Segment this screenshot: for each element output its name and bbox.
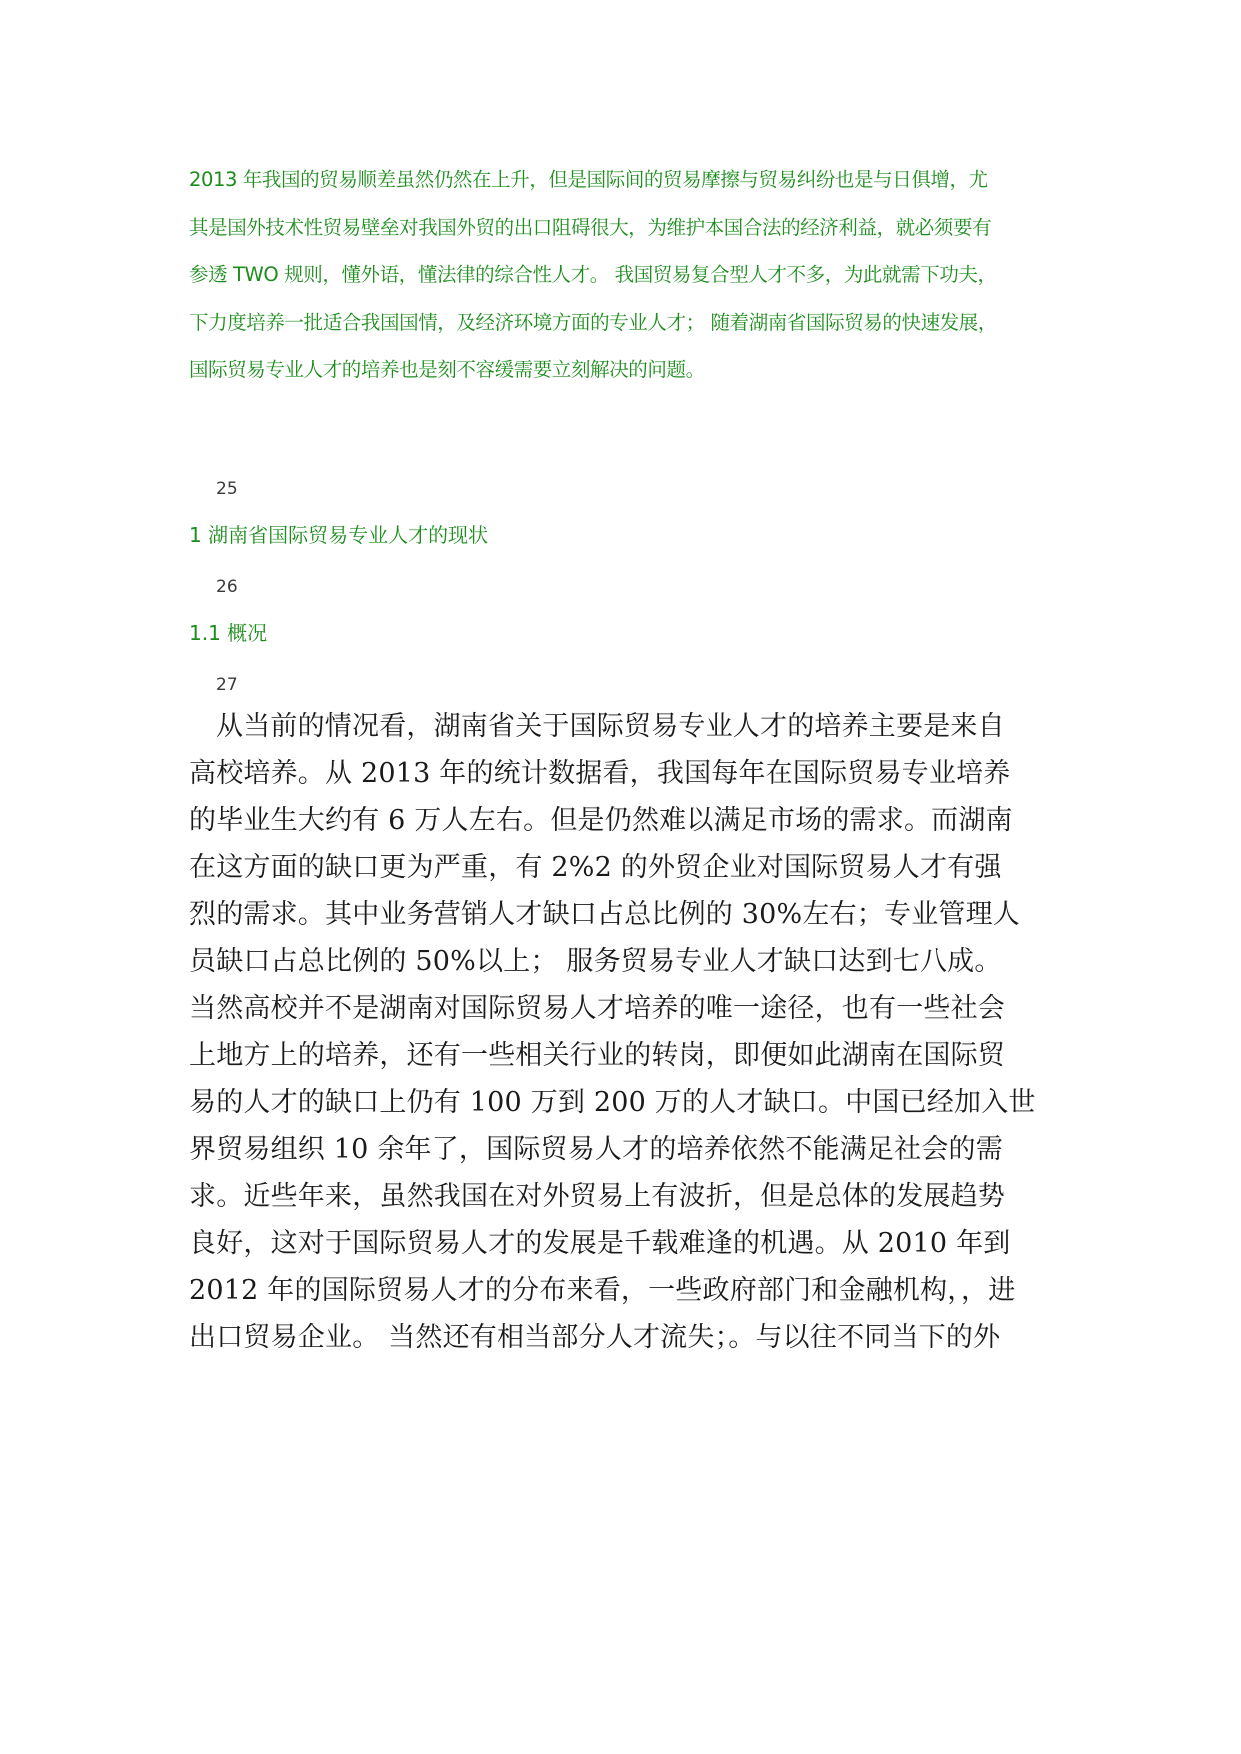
body-line: 从当前的情况看，湖南省关于国际贸易专业人才的培养主要是来自: [216, 711, 1005, 742]
body-line: 2012 年的国际贸易人才的分布来看，一些政府部门和金融机构，，进: [189, 1275, 1016, 1306]
body-line: 界贸易组织 10 余年了，国际贸易人才的培养依然不能满足社会的需: [189, 1134, 1003, 1165]
subsection-heading: 1.1 概况: [189, 621, 268, 645]
body-line: 良好，这对于国际贸易人才的发展是千载难逢的机遇。从 2010 年到: [189, 1228, 1011, 1259]
intro-line: 下力度培养一批适合我国国情，及经济环境方面的专业人才； 随着湖南省国际贸易的快速发展，: [189, 310, 997, 334]
body-line: 的毕业生大约有 6 万人左右。但是仍然难以满足市场的需求。而湖南: [189, 805, 1013, 836]
intro-paragraph: [189, 165, 1064, 403]
body-line: 易的人才的缺口上仍有 100 万到 200 万的人才缺口。中国已经加入世: [189, 1087, 1036, 1118]
body-line: 当然高校并不是湖南对国际贸易人才培养的唯一途径，也有一些社会: [189, 993, 1005, 1024]
intro-line: 其是国外技术性贸易壁垒对我国外贸的出口阻碍很大，为维护本国合法的经济利益，就必须要有: [189, 215, 992, 239]
body-line: 员缺口占总比例的 50%以上； 服务贸易专业人才缺口达到七八成。: [189, 946, 1002, 977]
body-line: 上地方上的培养，还有一些相关行业的转岗，即便如此湖南在国际贸: [189, 1040, 1005, 1071]
line-number: 26: [216, 577, 238, 597]
body-line: 出口贸易企业。 当然还有相当部分人才流失；。与以往不同当下的外: [189, 1322, 1001, 1353]
body-paragraph: [189, 712, 1064, 1370]
intro-line: 参透 TWO 规则，懂外语，懂法律的综合性人才。 我国贸易复合型人才不多，为此就需下功夫，: [189, 263, 997, 286]
body-line: 烈的需求。其中业务营销人才缺口占总比例的 30%左右；专业管理人: [189, 899, 1020, 930]
intro-line: 2013 年我国的贸易顺差虽然仍然在上升，但是国际间的贸易摩擦与贸易纠纷也是与日俱增，尤: [189, 168, 988, 191]
line-number: 25: [216, 479, 238, 499]
section-heading: 1 湖南省国际贸易专业人才的现状: [189, 523, 489, 547]
body-line: 在这方面的缺口更为严重，有 2%2 的外贸企业对国际贸易人才有强: [189, 852, 1002, 883]
body-line: 求。近些年来，虽然我国在对外贸易上有波折，但是总体的发展趋势: [189, 1181, 1005, 1212]
intro-line: 国际贸易专业人才的培养也是刻不容缓需要立刻解决的问题。: [189, 358, 705, 381]
body-line: 高校培养。从 2013 年的统计数据看，我国每年在国际贸易专业培养: [189, 758, 1011, 789]
line-number: 27: [216, 675, 238, 695]
